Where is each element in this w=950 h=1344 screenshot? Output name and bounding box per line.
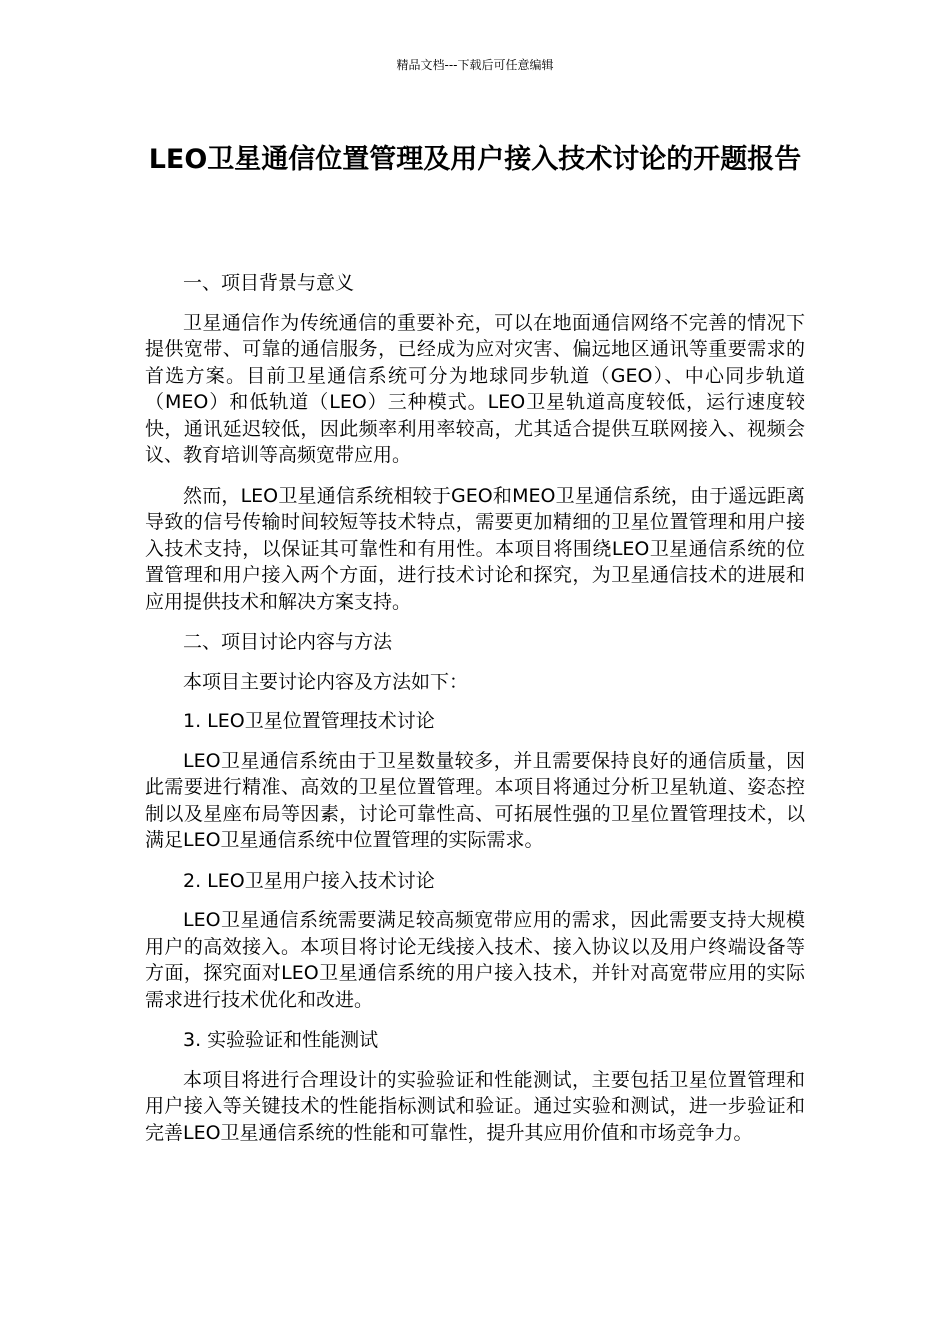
- subheading-position-management: 1. LEO卫星位置管理技术讨论: [183, 710, 435, 732]
- paragraph-background-1: 卫星通信作为传统通信的重要补充，可以在地面通信网络不完善的情况下提供宽带、可靠的通信服务，已经成为应对灾害、偏远地区通讯等重要需求的首选方案。目前卫星通信系统可分为地球同步轨道（GEO）、中心同步轨道（MEO）和低轨道（LEO）三种模式。LEO卫星轨道高度较低，运行速度较快，通讯延迟较低，因此频率利用率较高，尤其适合提供互联网接入、视频会议、教育培训等高频宽带应用。: [145, 311, 805, 466]
- document-body: [145, 270, 805, 1160]
- paragraph-user-access: LEO卫星通信系统需要满足较高频宽带应用的需求，因此需要支持大规模用户的高效接入。本项目将讨论无线接入技术、接入协议以及用户终端设备等方面，探究面对LEO卫星通信系统的用户接入技术，并针对高宽带应用的实际需求进行技术优化和改进。: [145, 909, 805, 1011]
- section-heading-background: 一、项目背景与意义: [183, 272, 355, 294]
- paragraph-background-2: 然而，LEO卫星通信系统相较于GEO和MEO卫星通信系统，由于遥远距离导致的信号传输时间较短等技术特点，需要更加精细的卫星位置管理和用户接入技术支持，以保证其可靠性和有用性。本项目将围绕LEO卫星通信系统的位置管理和用户接入两个方面，进行技术讨论和探究，为卫星通信技术的进展和应用提供技术和解决方案支持。: [145, 484, 805, 613]
- paragraph-experiment-testing: 本项目将进行合理设计的实验验证和性能测试，主要包括卫星位置管理和用户接入等关键技术的性能指标测试和验证。通过实验和测试，进一步验证和完善LEO卫星通信系统的性能和可靠性，提升其应用价值和市场竞争力。: [145, 1068, 805, 1144]
- paragraph-content-intro: 本项目主要讨论内容及方法如下：: [183, 670, 469, 693]
- document-title: LEO卫星通信位置管理及用户接入技术讨论的开题报告: [148, 144, 802, 175]
- section-heading-content-methods: 二、项目讨论内容与方法: [183, 631, 393, 653]
- subheading-user-access: 2. LEO卫星用户接入技术讨论: [183, 869, 435, 892]
- subheading-experiment-testing: 3. 实验验证和性能测试: [183, 1029, 379, 1051]
- page-header-note: 精品文档---下载后可任意编辑: [396, 58, 554, 72]
- paragraph-position-management: LEO卫星通信系统由于卫星数量较多，并且需要保持良好的通信质量，因此需要进行精准、高效的卫星位置管理。本项目将通过分析卫星轨道、姿态控制以及星座布局等因素，讨论可靠性高、可拓展性强的卫星位置管理技术，以满足LEO卫星通信系统中位置管理的实际需求。: [145, 749, 805, 851]
